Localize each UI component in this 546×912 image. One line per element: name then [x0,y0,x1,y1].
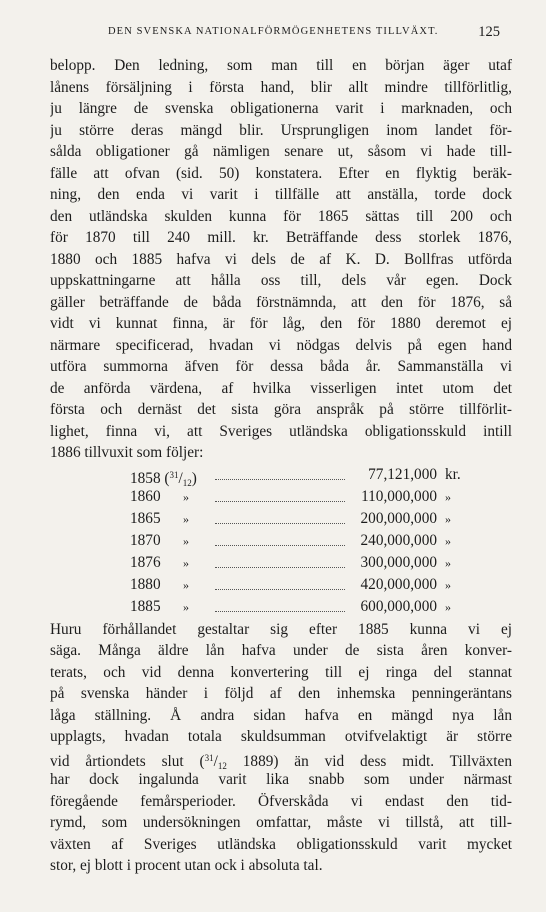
table-amount: 420,000,000 [360,575,437,593]
text-line: vid årtiondets slut ($^{31}/_{12}$ 1889) än vid dess midt. Tillväxten [50,752,512,769]
body-text [50,55,512,877]
leader-dots [215,501,345,502]
text-line: Huru förhållandet gestaltar sig efter 1885 kunna vi ej [50,620,512,638]
table-row [50,508,512,530]
text-line: sålda obligationer gå nämligen senare ut, såsom vi hade till- [50,143,512,160]
running-head: DEN SVENSKA NATIONALFÖRMÖGENHETENS TILLVÄXT. [108,26,439,37]
table-amount: 600,000,000 [360,597,437,615]
page-number: 125 [478,24,500,40]
table-amount: 240,000,000 [360,531,437,549]
leader-dots [215,479,345,480]
table-year: 1865 [130,509,161,527]
table-unit: » [445,555,451,570]
leader-dots [215,567,345,568]
text-line: belopp. Den ledning, som man till en början äger utaf [50,57,512,74]
text-line: för 1870 till 240 mill. kr. Beträffande dess storlek 1876, [50,229,512,246]
text-line: ju större deras mängd blir. Ursprungligen inom landet för- [50,121,512,139]
table-unit: » [445,489,451,504]
text-line: har dock ingalunda varit lika snabb som under närmast [50,771,512,788]
text-line: närmare specificerad, hvadan vi nödgas delvis på egen hand [50,336,512,354]
ditto-mark: » [183,555,189,570]
text-line: ning, den enda vi varit i tillfälle att anställa, torde dock [50,186,512,203]
text-line: växten af Sveriges utländska obligationsskuld varit mycket [50,835,512,853]
text-line: fälle att ofvan (sid. 50) konstatera. Efter en flyktig beräk- [50,164,512,182]
table-row [50,464,512,486]
text-line: uppskattningarne att hålla oss till, dels vår egen. Dock [50,272,512,289]
text-line: föregående femårsperioder. Öfverskåda vi endast den tid- [50,792,512,810]
ditto-mark: » [183,577,189,592]
text-line: 1880 och 1885 hafva vi dels de af K. D. Bollfras utförda [50,250,512,268]
table-year: 1880 [130,575,161,593]
table-amount: 200,000,000 [360,509,437,527]
text-line: de anförda värdena, af hvilka visserligen intet utom det [50,379,512,397]
leader-dots [215,545,345,546]
debt-table [50,464,512,619]
leader-dots [215,589,345,590]
page-header [56,24,500,42]
table-unit: » [445,599,451,614]
ditto-mark: » [183,511,189,526]
table-row [50,530,512,552]
paragraph-1 [50,55,512,464]
table-unit: » [445,511,451,526]
table-year: 1858 $(^{31}/_{12})$ [130,469,197,488]
table-row [50,552,512,574]
table-amount: 110,000,000 [361,487,437,505]
table-amount: 77,121,000 [368,465,437,483]
table-year: 1860 [130,487,161,505]
table-unit: » [445,577,451,592]
text-line: gäller beträffande de båda förstnämnda, att den för 1876, så [50,293,512,311]
table-unit: kr. [445,465,461,483]
text-line: rymd, som undersökningen omfattar, måste vi tillstå, att till- [50,814,512,831]
text-line: stor, ej blott i procent utan ock i absoluta tal. [50,857,323,874]
text-line: säga. Många äldre lån hafva under de sista åren konver- [50,642,512,659]
table-row [50,574,512,596]
text-line: ju längre de svenska obligationerna varit i marknaden, och [50,100,512,117]
text-line: lighet, finna vi, att Sveriges utländska obligationsskuld intill [50,422,512,440]
leader-dots [215,523,345,524]
table-unit: » [445,533,451,548]
ditto-mark: » [183,489,189,504]
table-row [50,486,512,508]
leader-dots [215,611,345,612]
table-year: 1870 [130,531,161,549]
text-line: terats, och vid denna konvertering till ej ringa del stannat [50,663,512,681]
text-line: utföra summorna äfven för dessa båda år. Sammanställa vi [50,358,512,375]
table-year: 1885 [130,597,161,615]
text-line: lånens försäljning i första hand, blir allt mindre tillförlitlig, [50,78,512,96]
text-line: på svenska händer i följd af den inhemska penningeräntans [50,685,512,702]
text-line: 1886 tillvuxit som följer: [50,444,204,461]
text-line: vidt vi kunnat finna, är för låg, den för 1880 deremot ej [50,315,512,332]
table-amount: 300,000,000 [360,553,437,571]
text-line: den utländska skulden kunna för 1865 sättas till 200 och [50,207,512,225]
ditto-mark: » [183,599,189,614]
paragraph-2 [50,619,512,877]
text-line: låga ställning. Å andra sidan hafva en mängd nya lån [50,706,512,724]
text-line: upplagts, hvadan totala skuldsumman otvifvelaktigt är större [50,728,512,745]
ditto-mark: » [183,533,189,548]
table-year: 1876 [130,553,161,571]
text-line: första och dernäst det sista göra anspråk på större tillförlit- [50,401,512,418]
table-row [50,596,512,618]
